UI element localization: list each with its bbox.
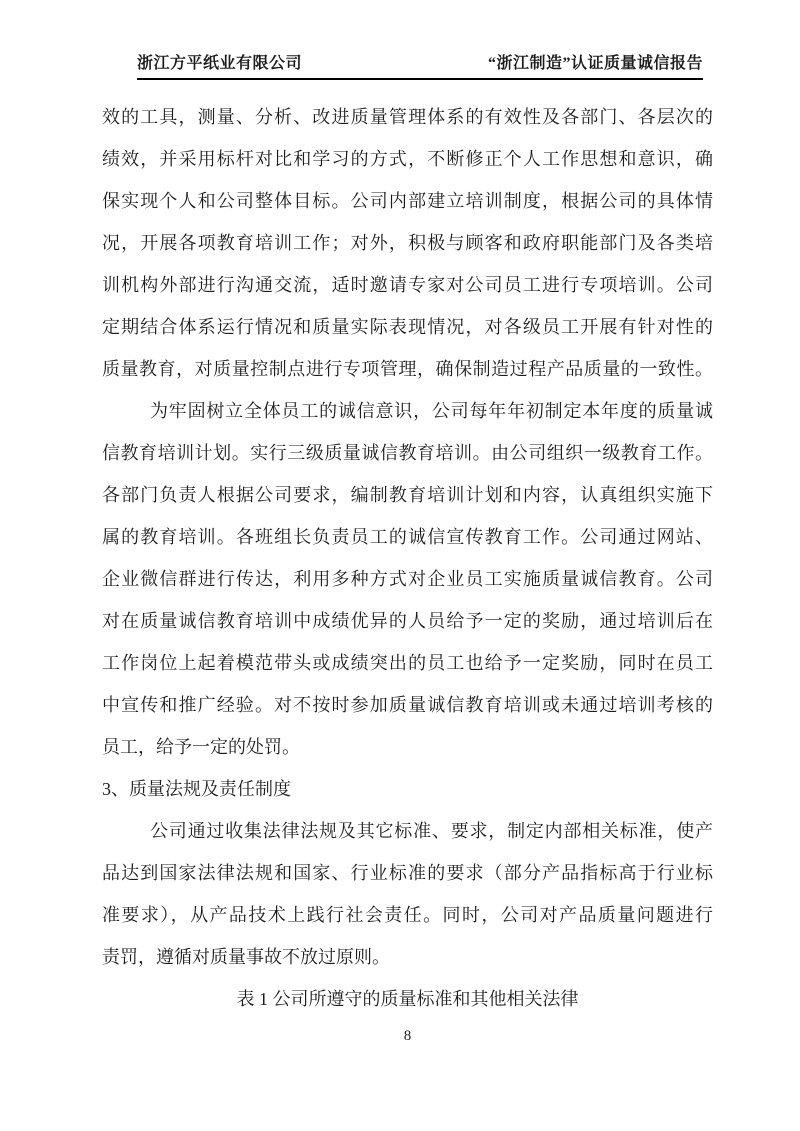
document-body (102, 96, 713, 1020)
section-heading (102, 768, 713, 810)
text-line: 质量教育，对质量控制点进行专项管理，确保制造过程产品质量的一致性。 (102, 359, 713, 379)
page-footer (102, 1028, 713, 1045)
text-line: 对在质量诚信教育培训中成绩优异的人员给予一定的奖励，通过培训后在 (102, 611, 713, 631)
body-paragraph (102, 96, 713, 390)
table-caption (102, 978, 713, 1020)
text-line: 为牢固树立全体员工的诚信意识，公司每年年初制定本年度的质量诚 (150, 401, 713, 421)
text-line: 品达到国家法律法规和国家、行业标准的要求（部分产品指标高于行业标 (102, 863, 713, 883)
text-line: 中宣传和推广经验。对不按时参加质量诚信教育培训或未通过培训考核的 (102, 695, 713, 715)
header-company-name: 浙江方平纸业有限公司 (137, 55, 303, 72)
text-line: 责罚，遵循对质量事故不放过原则。 (102, 947, 390, 967)
text-line: 准要求），从产品技术上践行社会责任。同时，公司对产品质量问题进行 (102, 905, 713, 925)
body-paragraph (102, 390, 713, 768)
header-report-title: “浙江制造”认证质量诚信报告 (487, 55, 703, 72)
text-line: 工作岗位上起着模范带头或成绩突出的员工也给予一定奖励，同时在员工 (102, 653, 713, 673)
text-line: 属的教育培训。各班组长负责员工的诚信宣传教育工作。公司通过网站、 (102, 527, 713, 547)
text-line: 信教育培训计划。实行三级质量诚信教育培训。由公司组织一级教育工作。 (102, 443, 713, 463)
text-line: 况，开展各项教育培训工作；对外，积极与顾客和政府职能部门及各类培 (102, 233, 713, 253)
text-line: 训机构外部进行沟通交流，适时邀请专家对公司员工进行专项培训。公司 (102, 275, 713, 295)
text-line: 员工，给予一定的处罚。 (102, 737, 300, 757)
text-line: 效的工具，测量、分析、改进质量管理体系的有效性及各部门、各层次的 (102, 107, 713, 127)
page-header (137, 50, 703, 80)
text-line: 公司通过收集法律法规及其它标准、要求，制定内部相关标准，使产 (150, 821, 713, 841)
text-line: 绩效，并采用标杆对比和学习的方式，不断修正个人工作思想和意识，确 (102, 149, 713, 169)
page-number: 8 (403, 1028, 412, 1044)
text-line: 3、质量法规及责任制度 (102, 779, 291, 799)
body-paragraph (102, 810, 713, 978)
text-line: 各部门负责人根据公司要求，编制教育培训计划和内容，认真组织实施下 (102, 485, 713, 505)
text-line: 保实现个人和公司整体目标。公司内部建立培训制度，根据公司的具体情 (102, 191, 713, 211)
text-line: 企业微信群进行传达，利用多种方式对企业员工实施质量诚信教育。公司 (102, 569, 713, 589)
text-line: 表 1 公司所遵守的质量标准和其他相关法律 (236, 989, 579, 1009)
text-line: 定期结合体系运行情况和质量实际表现情况，对各级员工开展有针对性的 (102, 317, 713, 337)
